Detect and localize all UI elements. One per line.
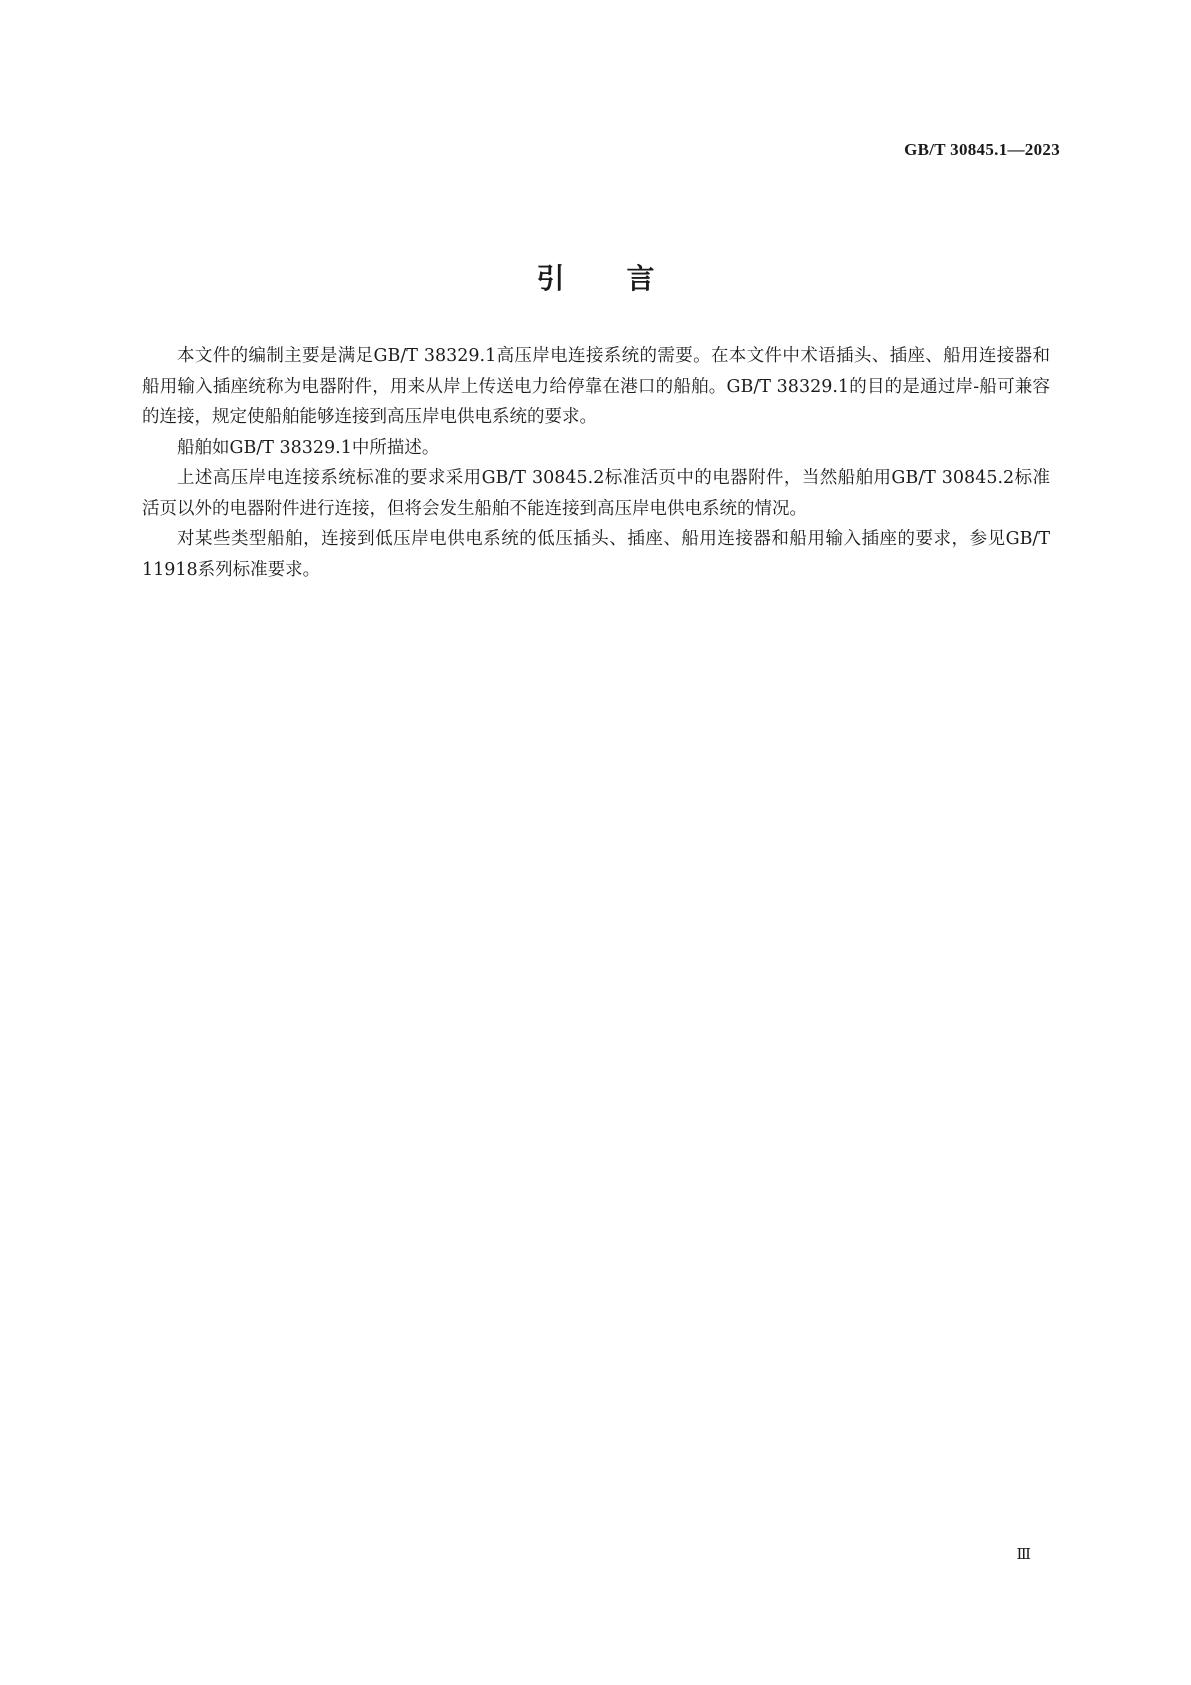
introduction-body bbox=[142, 341, 1050, 585]
paragraph: 本文件的编制主要是满足GB/T 38329.1高压岸电连接系统的需要。在本文件中术语插头、插座、船用连接器和船用输入插座统称为电器附件，用来从岸上传送电力给停靠在港口的船舶。GB/T 38329.1的目的是通过岸-船可兼容的连接，规定使船舶能够连接到高压岸电供电系统的要求。 bbox=[142, 346, 1050, 427]
paragraph: 船舶如GB/T 38329.1中所描述。 bbox=[177, 437, 440, 458]
paragraph: 上述高压岸电连接系统标准的要求采用GB/T 30845.2标准活页中的电器附件，当然船舶用GB/T 30845.2标准活页以外的电器附件进行连接，但将会发生船舶不能连接到高压岸电供电系统的情况。 bbox=[142, 468, 1050, 519]
paragraph: 对某些类型船舶，连接到低压岸电供电系统的低压插头、插座、船用连接器和船用输入插座的要求，参见GB/T 11918系列标准要求。 bbox=[142, 529, 1050, 580]
section-title: 引言 bbox=[536, 261, 717, 295]
page-number: Ⅲ bbox=[1016, 1547, 1031, 1563]
standard-number: GB/T 30845.1—2023 bbox=[904, 140, 1060, 159]
